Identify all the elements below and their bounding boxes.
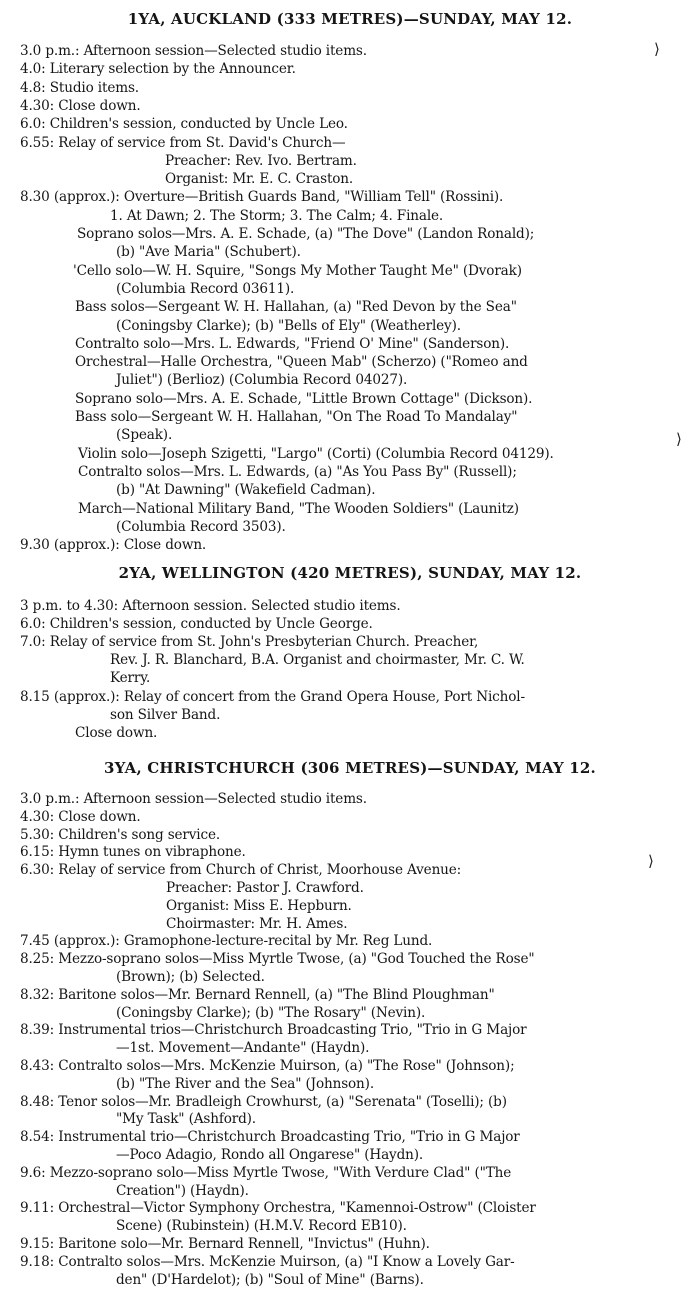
listing-line: 4.0: Literary selection by the Announcer.: [20, 61, 296, 78]
listing-line: 6.15: Hymn tunes on vibraphone.: [20, 844, 246, 861]
margin-mark: ⟩: [654, 40, 660, 58]
listing-line: 9.11: Orchestral—Victor Symphony Orchestra, "Kamennoi-Ostrow" (Cloister: [20, 1200, 536, 1217]
listing-line: 4.30: Close down.: [20, 808, 141, 825]
listing-line: 9.15: Baritone solo—Mr. Bernard Rennell, "Invictus" (Huhn).: [20, 1236, 430, 1252]
listing-line: 7.0: Relay of service from St. John's Presbyterian Church. Preacher,: [20, 634, 479, 651]
listing-line: (b) "At Dawning" (Wakefield Cadman).: [116, 482, 376, 499]
listing-line: 8.15 (approx.): Relay of concert from the Grand Opera House, Port Nichol-: [20, 688, 525, 705]
listing-line: Choirmaster: Mr. H. Ames.: [166, 915, 348, 932]
listing-line: den" (D'Hardelot); (b) "Soul of Mine" (Barns).: [116, 1271, 424, 1288]
listing-line: 6.0: Children's session, conducted by Uncle Leo.: [20, 116, 348, 133]
listing-line: 8.54: Instrumental trio—Christchurch Broadcasting Trio, "Trio in G Major: [20, 1129, 520, 1146]
listing-line: 8.30 (approx.): Overture—British Guards Band, "William Tell" (Rossini).: [20, 189, 504, 206]
listing-line: (Coningsby Clarke); (b) "The Rosary" (Nevin).: [116, 1004, 426, 1021]
listing-line: Organist: Miss E. Hepburn.: [166, 897, 352, 914]
listing-line: 6.0: Children's session, conducted by Uncle George.: [20, 616, 373, 633]
listing-line: March—National Military Band, "The Wooden Soldiers" (Launitz): [78, 500, 519, 517]
listing-line: 1. At Dawn; 2. The Storm; 3. The Calm; 4. Finale.: [110, 207, 444, 224]
listing-line: 9.6: Mezzo-soprano solo—Miss Myrtle Twose, "With Verdure Clad" ("The: [20, 1164, 512, 1181]
listing-line: 8.39: Instrumental trios—Christchurch Broadcasting Trio, "Trio in G Major: [20, 1022, 527, 1039]
listing-line: Bass solos—Sergeant W. H. Hallahan, (a) "Red Devon by the Sea": [75, 299, 517, 316]
listing-line: (b) "The River and the Sea" (Johnson).: [116, 1075, 374, 1092]
section-heading-2ya: 2YA, WELLINGTON (420 METRES), SUNDAY, MAY 12.: [118, 564, 582, 582]
listing-line: Kerry.: [110, 670, 151, 687]
listing-line: 3 p.m. to 4.30: Afternoon session. Selected studio items.: [20, 598, 401, 614]
listing-line: (b) "Ave Maria" (Schubert).: [116, 244, 301, 261]
listing-line: Preacher: Pastor J. Crawford.: [166, 880, 364, 896]
listing-line: Juliet") (Berlioz) (Columbia Record 04027).: [116, 372, 408, 389]
listing-line: 3.0 p.m.: Afternoon session—Selected studio items.: [20, 43, 367, 59]
listing-line: Contralto solo—Mrs. L. Edwards, "Friend O' Mine" (Sanderson).: [75, 335, 510, 352]
listing-line: "My Task" (Ashford).: [116, 1111, 256, 1128]
listing-line: (Speak).: [116, 427, 173, 444]
listing-line: 4.30: Close down.: [20, 97, 141, 114]
listing-line: Close down.: [75, 724, 158, 741]
listing-line: 6.30: Relay of service from Church of Christ, Moorhouse Avenue:: [20, 862, 462, 879]
section-heading-1ya: 1YA, AUCKLAND (333 METRES)—SUNDAY, MAY 12.: [127, 10, 573, 28]
listing-line: (Brown); (b) Selected.: [116, 969, 265, 985]
listing-line: 7.45 (approx.): Gramophone-lecture-recital by Mr. Reg Lund.: [20, 933, 433, 950]
listing-line: Bass solo—Sergeant W. H. Hallahan, "On The Road To Mandalay": [75, 409, 518, 425]
listing-line: —1st. Movement—Andante" (Haydn).: [116, 1040, 370, 1057]
margin-mark: ⟩: [676, 430, 682, 448]
listing-line: —Poco Adagio, Rondo all Ongarese" (Haydn).: [116, 1147, 424, 1163]
listing-line: Creation") (Haydn).: [116, 1182, 249, 1199]
section-heading-3ya: 3YA, CHRISTCHURCH (306 METRES)—SUNDAY, MAY 12.: [104, 759, 596, 777]
listing-line: 9.30 (approx.): Close down.: [20, 537, 207, 554]
listing-line: Preacher: Rev. Ivo. Bertram.: [165, 152, 357, 169]
listing-line: 9.18: Contralto solos—Mrs. McKenzie Muirson, (a) "I Know a Lovely Gar-: [20, 1253, 515, 1270]
listing-line: 4.8: Studio items.: [20, 79, 139, 96]
listing-line: 8.25: Mezzo-soprano solos—Miss Myrtle Twose, (a) "God Touched the Rose": [20, 951, 535, 968]
listing-line: Organist: Mr. E. C. Craston.: [165, 171, 354, 188]
listing-line: (Coningsby Clarke); (b) "Bells of Ely" (Weatherley).: [116, 317, 461, 334]
margin-mark: ⟩: [648, 852, 654, 870]
listing-line: Soprano solos—Mrs. A. E. Schade, (a) "The Dove" (Landon Ronald);: [77, 226, 535, 242]
listing-line: Violin solo—Joseph Szigetti, "Largo" (Corti) (Columbia Record 04129).: [78, 445, 554, 462]
listing-line: Scene) (Rubinstein) (H.M.V. Record EB10).: [116, 1218, 407, 1235]
listing-line: Orchestral—Halle Orchestra, "Queen Mab" (Scherzo) ("Romeo and: [75, 354, 528, 371]
listing-line: 8.32: Baritone solos—Mr. Bernard Rennell, (a) "The Blind Ploughman": [20, 986, 495, 1003]
listing-line: (Columbia Record 03611).: [116, 280, 295, 297]
listing-line: 3.0 p.m.: Afternoon session—Selected studio items.: [20, 791, 367, 807]
listing-line: 'Cello solo—W. H. Squire, "Songs My Mother Taught Me" (Dvorak): [73, 262, 522, 279]
listing-line: Soprano solo—Mrs. A. E. Schade, "Little Brown Cottage" (Dickson).: [75, 390, 533, 407]
listing-line: 8.48: Tenor solos—Mr. Bradleigh Crowhurst, (a) "Serenata" (Toselli); (b): [20, 1093, 507, 1110]
listing-line: 6.55: Relay of service from St. David's Church—: [20, 134, 346, 151]
listing-line: 8.43: Contralto solos—Mrs. McKenzie Muirson, (a) "The Rose" (Johnson);: [20, 1058, 515, 1074]
listing-line: Rev. J. R. Blanchard, B.A. Organist and choirmaster, Mr. C. W.: [110, 652, 525, 669]
listing-line: son Silver Band.: [110, 706, 221, 723]
listing-line: (Columbia Record 3503).: [116, 518, 286, 535]
listing-line: Contralto solos—Mrs. L. Edwards, (a) "As You Pass By" (Russell);: [78, 463, 517, 480]
listing-line: 5.30: Children's song service.: [20, 826, 221, 843]
